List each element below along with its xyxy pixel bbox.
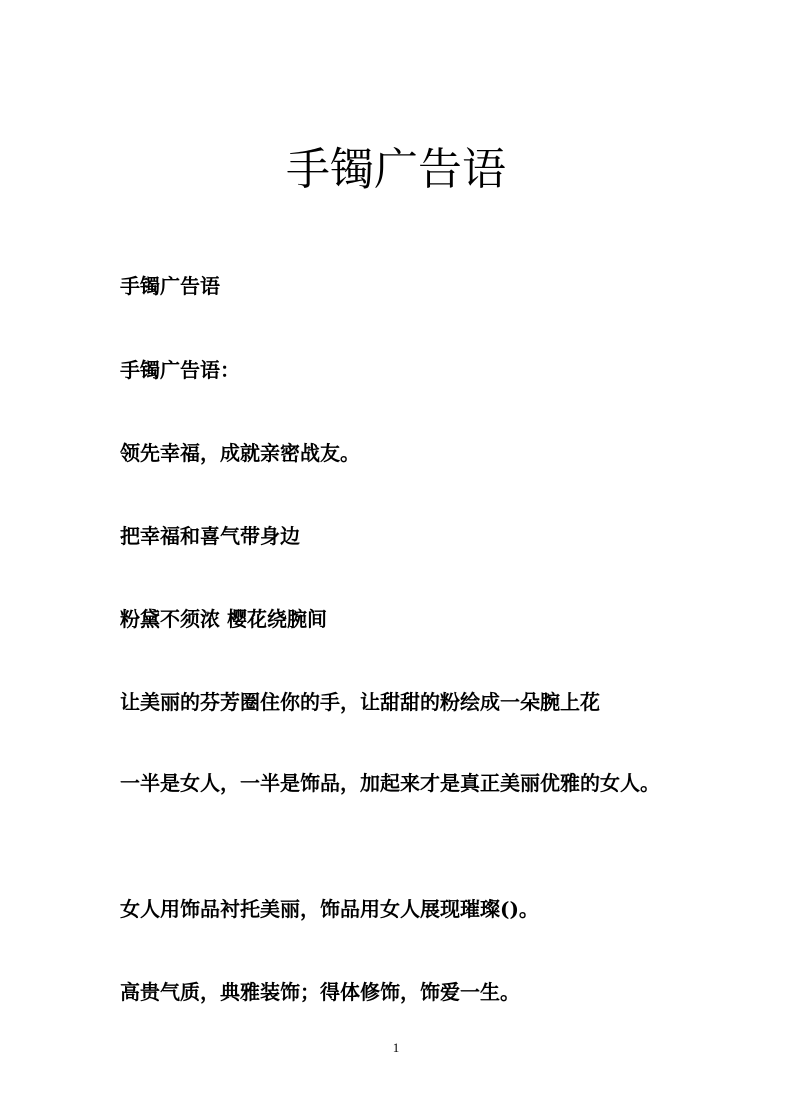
paragraph-5: 粉黛不须浓 樱花绕腕间 [120,607,327,631]
page-number: 1 [392,1040,400,1055]
paragraph-6: 让美丽的芬芳圈住你的手，让甜甜的粉绘成一朵腕上花 [120,690,600,714]
paragraph-2: 手镯广告语： [120,358,240,382]
paragraph-4: 把幸福和喜气带身边 [120,524,300,548]
document-title: 手镯广告语 [286,144,506,195]
paragraph-3: 领先幸福，成就亲密战友。 [120,441,360,465]
paragraph-1: 手镯广告语 [120,274,220,298]
paragraph-9: 高贵气质，典雅装饰；得体修饰，饰爱一生。 [120,980,520,1004]
paragraph-7: 一半是女人，一半是饰品，加起来才是真正美丽优雅的女人。 [120,771,660,795]
paragraph-8: 女人用饰品衬托美丽，饰品用女人展现璀璨()。 [120,897,539,921]
